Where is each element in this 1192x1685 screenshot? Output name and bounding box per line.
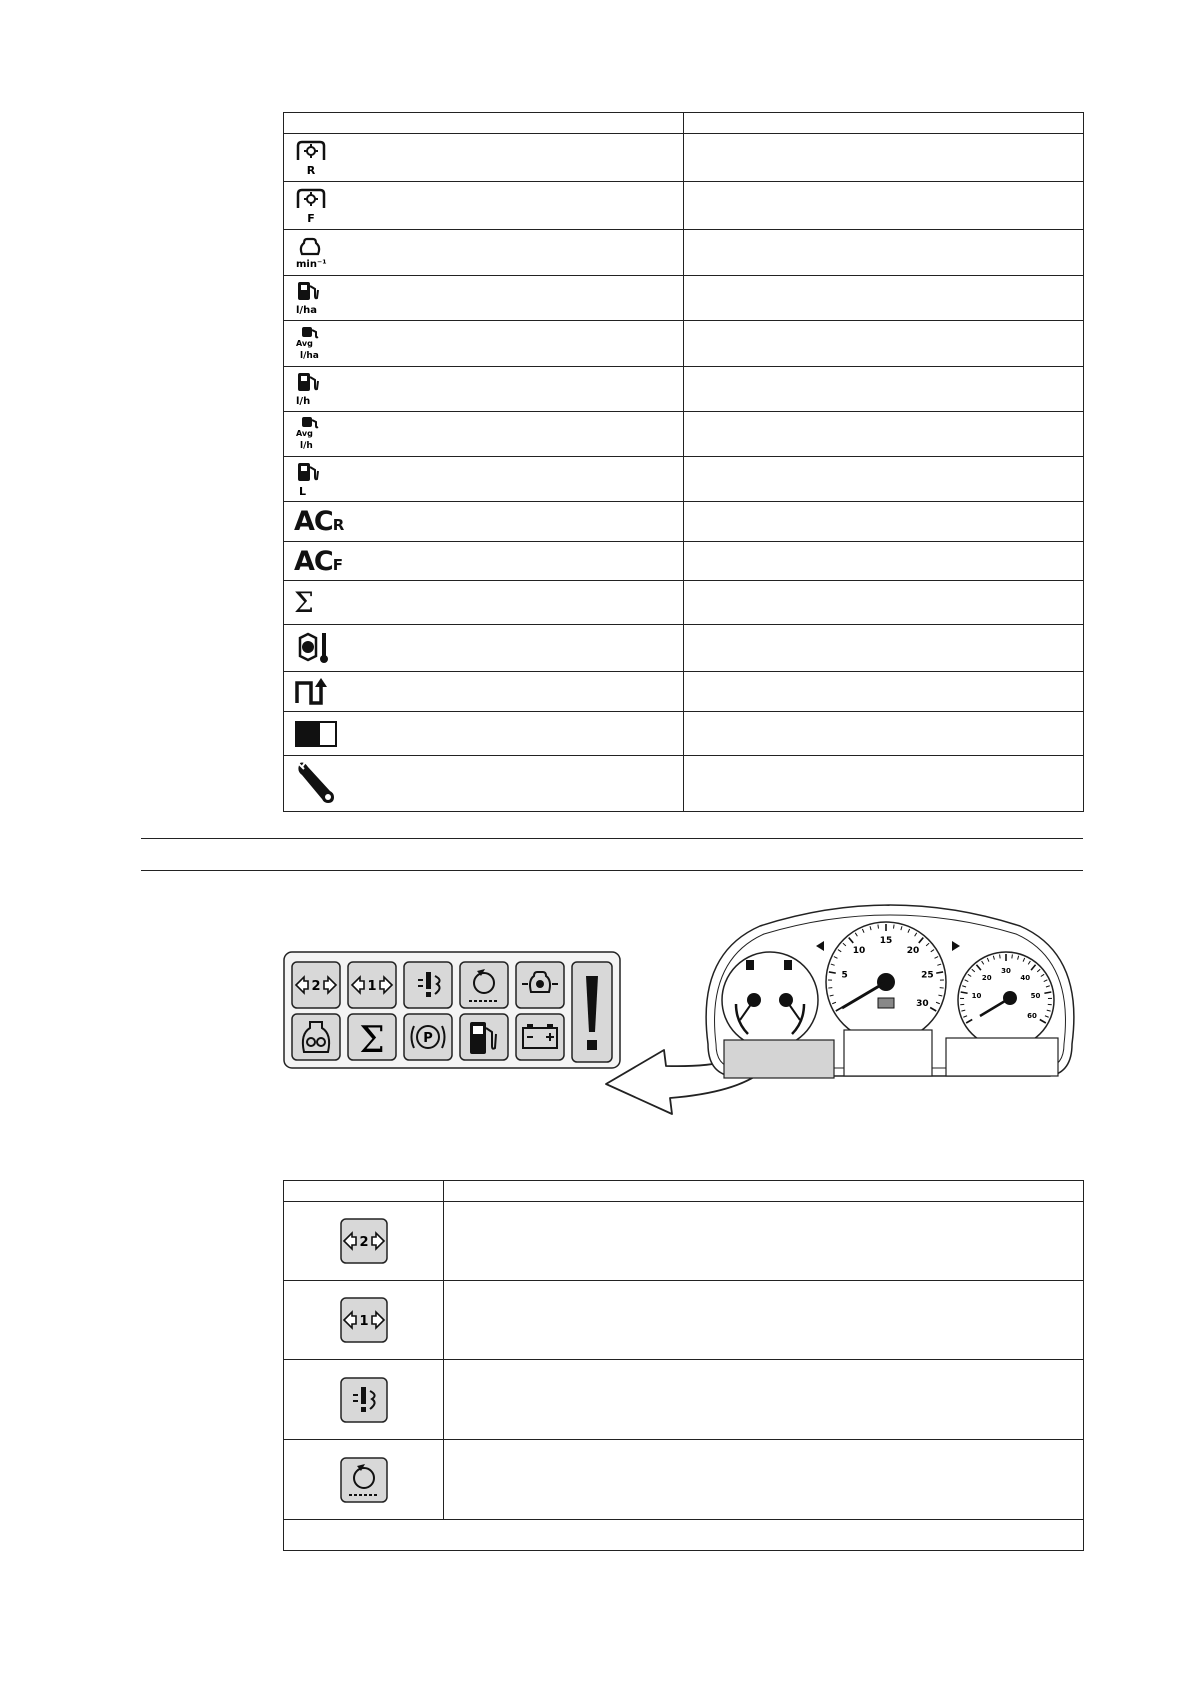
symbol-cell [284, 1281, 444, 1360]
description-cell [684, 502, 1084, 542]
indicator-sigma [348, 1014, 396, 1061]
description-cell [684, 625, 1084, 672]
table-row [284, 581, 1084, 625]
description-cell [444, 1281, 1084, 1360]
symbol-cell [284, 712, 684, 756]
display-center [844, 1030, 932, 1076]
pto-rear-speed-icon [294, 138, 328, 178]
description-cell [684, 367, 1084, 412]
indicator-number: 2 [311, 979, 321, 994]
header-cell-symbol [284, 1181, 444, 1202]
gauge-label: 60 [1027, 1012, 1037, 1020]
fuel-litres-icon [294, 459, 334, 499]
gauge-label: 50 [1030, 991, 1041, 1000]
gauge-tick [1012, 954, 1013, 958]
sigma-icon: Σ [294, 585, 314, 619]
indicator-trailer-1 [348, 962, 396, 1008]
symbol-cell [284, 542, 684, 581]
symbol-cell [284, 367, 684, 412]
description-cell [684, 412, 1084, 457]
ac-rear-icon [294, 506, 344, 537]
table-row [284, 367, 1084, 412]
table-row [284, 321, 1084, 367]
trailer-1-indicator-icon [340, 1297, 388, 1343]
gauge-label: 30 [1001, 967, 1011, 975]
indicator-warning-hydraulic [404, 962, 452, 1008]
display-left-highlighted [724, 1040, 834, 1078]
ac-sub-label: R [332, 516, 345, 534]
description-cell [684, 672, 1084, 712]
fuel-unit-label: l/h [300, 441, 313, 451]
fuel-unit-label: l/ha [296, 305, 317, 316]
pto-front-speed-icon [294, 186, 328, 226]
pto-engaged-icon [340, 1457, 388, 1503]
symbol-cell [284, 1202, 444, 1281]
gauge-label: 40 [1020, 974, 1031, 983]
table-row [284, 1202, 1084, 1281]
description-cell [444, 1202, 1084, 1281]
avg-label: Avg [296, 338, 313, 348]
table-row [284, 756, 1084, 812]
ac-front-icon [294, 546, 343, 577]
indicator-parking-brake [404, 1014, 452, 1060]
avg-label: Avg [296, 429, 313, 438]
symbol-cell [284, 134, 684, 182]
gauge-label: 25 [921, 970, 934, 981]
avg-fuel-per-hectare-icon [294, 324, 334, 364]
gauge-label: 10 [852, 945, 866, 956]
table-row [284, 672, 1084, 712]
indicator-fuel-level [460, 1014, 508, 1060]
header-cell-description [684, 113, 1084, 134]
symbol-cell [284, 502, 684, 542]
header-cell-symbol [284, 113, 684, 134]
fuel-unit-label: l/h [296, 396, 311, 407]
section-divider [141, 838, 1083, 839]
gauge-label: 20 [981, 974, 992, 983]
indicator-number: 2 [358, 1235, 369, 1250]
sigma-icon: Σ [359, 1020, 385, 1061]
description-cell [684, 457, 1084, 502]
table-header-row [284, 113, 1084, 134]
gauge-tick [878, 925, 879, 929]
pto-label: R [306, 163, 316, 177]
indicator-air-filter [292, 1014, 340, 1060]
engine-speed-icon [294, 233, 334, 273]
description-cell [444, 1360, 1084, 1440]
description-cell [684, 756, 1084, 812]
description-cell [684, 712, 1084, 756]
indicator-panel [282, 950, 622, 1070]
parking-label: P [423, 1031, 433, 1046]
fuel-unit-label: L [299, 485, 307, 498]
symbol-cell [284, 276, 684, 321]
table-row [284, 625, 1084, 672]
gauge-label: 20 [906, 945, 920, 956]
warning-hydraulic-icon [340, 1377, 388, 1423]
avg-fuel-per-hour-icon [294, 414, 334, 454]
table-row [284, 457, 1084, 502]
engine-speed-label: min⁻¹ [296, 258, 327, 270]
description-cell [684, 542, 1084, 581]
table-header-row [284, 1181, 1084, 1202]
indicator-battery [516, 1014, 564, 1060]
indicator-number: 1 [358, 1314, 369, 1329]
display-right [946, 1038, 1058, 1076]
gauge-label: 30 [916, 999, 929, 1009]
table-row [284, 182, 1084, 230]
instrument-cluster [690, 894, 1090, 1094]
section-divider [141, 870, 1083, 871]
symbol-cell [284, 457, 684, 502]
table-row [284, 1440, 1084, 1520]
description-cell [444, 1440, 1084, 1520]
fuel-per-hour-icon [294, 369, 334, 409]
description-cell [684, 581, 1084, 625]
wrench-service-icon [294, 759, 340, 809]
indicator-table [283, 1180, 1084, 1551]
table-row [284, 230, 1084, 276]
trailer-2-indicator-icon [340, 1218, 388, 1264]
symbol-cell [284, 625, 684, 672]
description-cell [684, 182, 1084, 230]
symbol-cell [284, 756, 684, 812]
fuel-per-hectare-icon [294, 278, 334, 318]
symbol-cell [284, 182, 684, 230]
ac-label: AC [294, 506, 333, 537]
trailer-2-indicator-icon [296, 977, 336, 994]
symbol-cell [284, 230, 684, 276]
gauge-label: 15 [879, 936, 893, 946]
table-row [284, 542, 1084, 581]
description-cell [684, 276, 1084, 321]
indicator-pto-engaged [460, 962, 508, 1008]
symbol-cell [284, 321, 684, 367]
table-row [284, 134, 1084, 182]
table-row [284, 412, 1084, 457]
transmission-oil-temp-icon [294, 630, 334, 666]
indicator-engine-oil [516, 962, 564, 1008]
table-row [284, 1360, 1084, 1440]
indicator-trailer-2 [292, 962, 340, 1008]
header-cell-description [444, 1181, 1084, 1202]
ac-sub-label: F [332, 555, 343, 574]
pto-label: F [307, 211, 315, 225]
table-row [284, 1281, 1084, 1360]
gauge-label: 5 [841, 970, 848, 981]
split-bar-icon [294, 719, 340, 749]
symbol-cell [284, 1440, 444, 1520]
table-row [284, 276, 1084, 321]
indicator-number: 1 [367, 979, 377, 994]
pulse-signal-icon [294, 677, 338, 707]
symbol-table [283, 112, 1084, 812]
gauge-tick [894, 925, 895, 929]
footer-cell [284, 1520, 1084, 1551]
table-row [284, 502, 1084, 542]
symbol-cell [284, 412, 684, 457]
table-row [284, 712, 1084, 756]
description-cell [684, 321, 1084, 367]
ac-label: AC [294, 545, 333, 577]
gauge-label: 10 [971, 991, 982, 1000]
description-cell [684, 230, 1084, 276]
symbol-cell [284, 581, 684, 625]
table-footer-row [284, 1520, 1084, 1551]
gauge-tick [1000, 954, 1001, 958]
trailer-1-indicator-icon [352, 977, 392, 994]
symbol-cell [284, 672, 684, 712]
fuel-unit-label: l/ha [300, 350, 319, 361]
description-cell [684, 134, 1084, 182]
symbol-cell [284, 1360, 444, 1440]
